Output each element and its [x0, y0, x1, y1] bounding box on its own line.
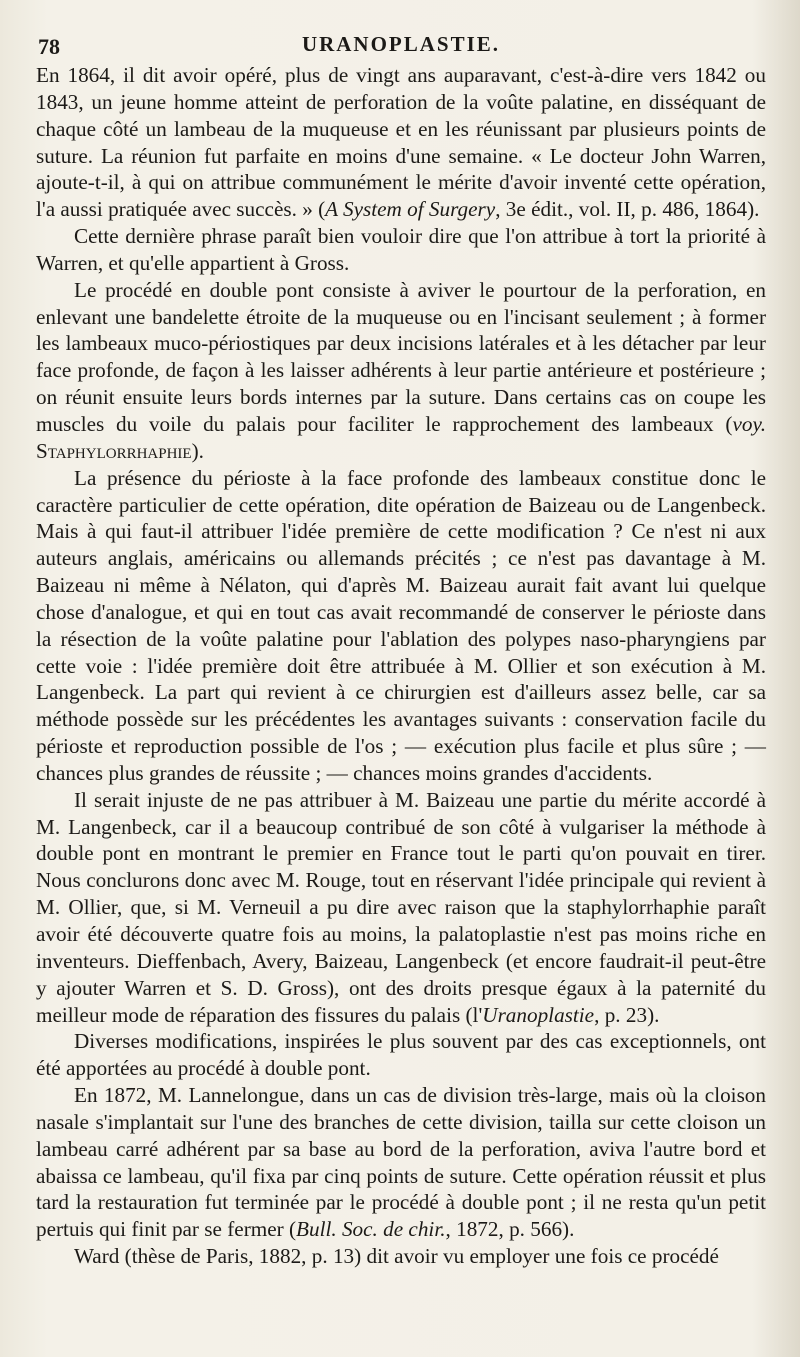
paragraph	[36, 223, 766, 277]
text-run: , 3e édit., vol. II, p. 486, 1864).	[495, 197, 760, 222]
running-head: URANOPLASTIE.	[301, 32, 501, 56]
paragraph	[36, 1028, 766, 1082]
text-run: Diverses modifications, inspirées le plus souvent par des cas exceptionnels, ont été apportées au procédé à double pont.	[36, 1029, 766, 1081]
text-run: , 1872, p. 566).	[445, 1217, 575, 1242]
paragraph	[36, 1082, 766, 1243]
citation-title: Uranoplastie	[482, 1002, 595, 1027]
italic-run: voy.	[732, 411, 766, 436]
text-run: Ward (thèse de Paris, 1882, p. 13) dit avoir vu employer une fois ce procédé	[74, 1244, 719, 1269]
paragraph	[36, 787, 766, 1029]
paragraph	[36, 62, 766, 223]
page-number: 78	[38, 34, 60, 59]
body-text	[36, 62, 766, 1270]
citation-title: A System of Surgery	[325, 197, 496, 222]
text-run: Le procédé en double pont consiste à aviver le pourtour de la perforation, en enlevant une bandelette étroite de la muqueuse ou en l'incisant seulement ; à former les lambeaux muco-périostiques par deux incisions latérales et à les détacher par leur face profonde, de façon à les laisser adhérents à leur partie antérieure et postérieure ; on réunit ensuite leurs bords internes par la suture. Dans certains cas on coupe les muscles du voile du palais pour faciliter le rapprochement des lambeaux (	[36, 277, 766, 436]
paragraph	[36, 465, 766, 787]
paragraph	[36, 277, 766, 465]
text-run: En 1864, il dit avoir opéré, plus de vingt ans auparavant, c'est-à-dire vers 1842 ou 1843, un jeune homme atteint de perforation de la voûte palatine, en disséquant de chaque côté un lambeau de la muqueuse et en les réunissant par plusieurs points de suture. La réunion fut parfaite en moins d'une semaine. « Le docteur John Warren, ajoute-t-il, à qui on attribue communément le mérite d'avoir inventé cette opération, l'a aussi pratiquée avec succès. » (	[36, 63, 766, 222]
citation-title: Bull. Soc. de chir.	[296, 1217, 446, 1242]
text-run: Il serait injuste de ne pas attribuer à M. Baizeau une partie du mérite accordé à M. Langenbeck, car il a beaucoup contribué de son côté à vulgariser la méthode à double pont en montrant le premier en France tout le parti qu'on pouvait en tirer. Nous conclurons donc avec M. Rouge, tout en réservant l'idée principale qui revient à M. Ollier, que, si M. Verneuil a pu dire avec raison que la staphylorrhaphie paraît avoir été découverte quatre fois au moins, la palatoplastie n'est pas moins riche en inventeurs. Dieffenbach, Avery, Baizeau, Langenbeck (et encore faudrait-il peut-être y ajouter Warren et S. D. Gross), ont des droits presque égaux à la paternité du meilleur mode de réparation des fissures du palais (l'	[36, 787, 766, 1027]
text-run: , p. 23).	[594, 1002, 660, 1027]
page-header	[36, 30, 766, 62]
cross-reference: Staphylorrhaphie	[36, 438, 192, 463]
text-run: ).	[191, 438, 204, 463]
paragraph	[36, 1243, 766, 1270]
text-run: En 1872, M. Lannelongue, dans un cas de division très-large, mais où la cloison nasale s'implantait sur l'une des branches de cette division, tailla sur cette cloison un lambeau carré adhérent par sa base au bord de la perforation, aviva l'autre bord et abaissa ce lambeau, qu'il fixa par cinq points de suture. Cette opération réussit et plus tard la restauration fut terminée par le procédé à double pont ; il ne resta qu'un petit pertuis qui finit par se fermer (	[36, 1083, 766, 1242]
text-run: La présence du périoste à la face profonde des lambeaux constitue donc le caractère particulier de cette opération, dite opération de Baizeau ou de Langenbeck. Mais à qui faut-il attribuer l'idée première de cette modification ? Ce n'est ni aux auteurs anglais, américains ou allemands précités ; ce n'est pas davantage à M. Baizeau ni même à Nélaton, qui d'après M. Baizeau aurait fait avant lui quelque chose d'analogue, et qui en tout cas avait recommandé de conserver le périoste dans la résection de la voûte palatine pour l'ablation des polypes naso-pharyngiens par cette voie : l'idée première doit être attribuée à M. Ollier et son exécution à M. Langenbeck. La part qui revient à ce chirurgien est d'ailleurs assez belle, car sa méthode possède sur les précédentes les avantages suivants : conservation facile du périoste et reproduction possible de l'os ; — exécution plus facile et plus sûre ; — chances plus grandes de réussite ; — chances moins grandes d'accidents.	[36, 465, 766, 785]
text-run: Cette dernière phrase paraît bien vouloir dire que l'on attribue à tort la priorité à Warren, et qu'elle appartient à Gross.	[36, 224, 766, 275]
